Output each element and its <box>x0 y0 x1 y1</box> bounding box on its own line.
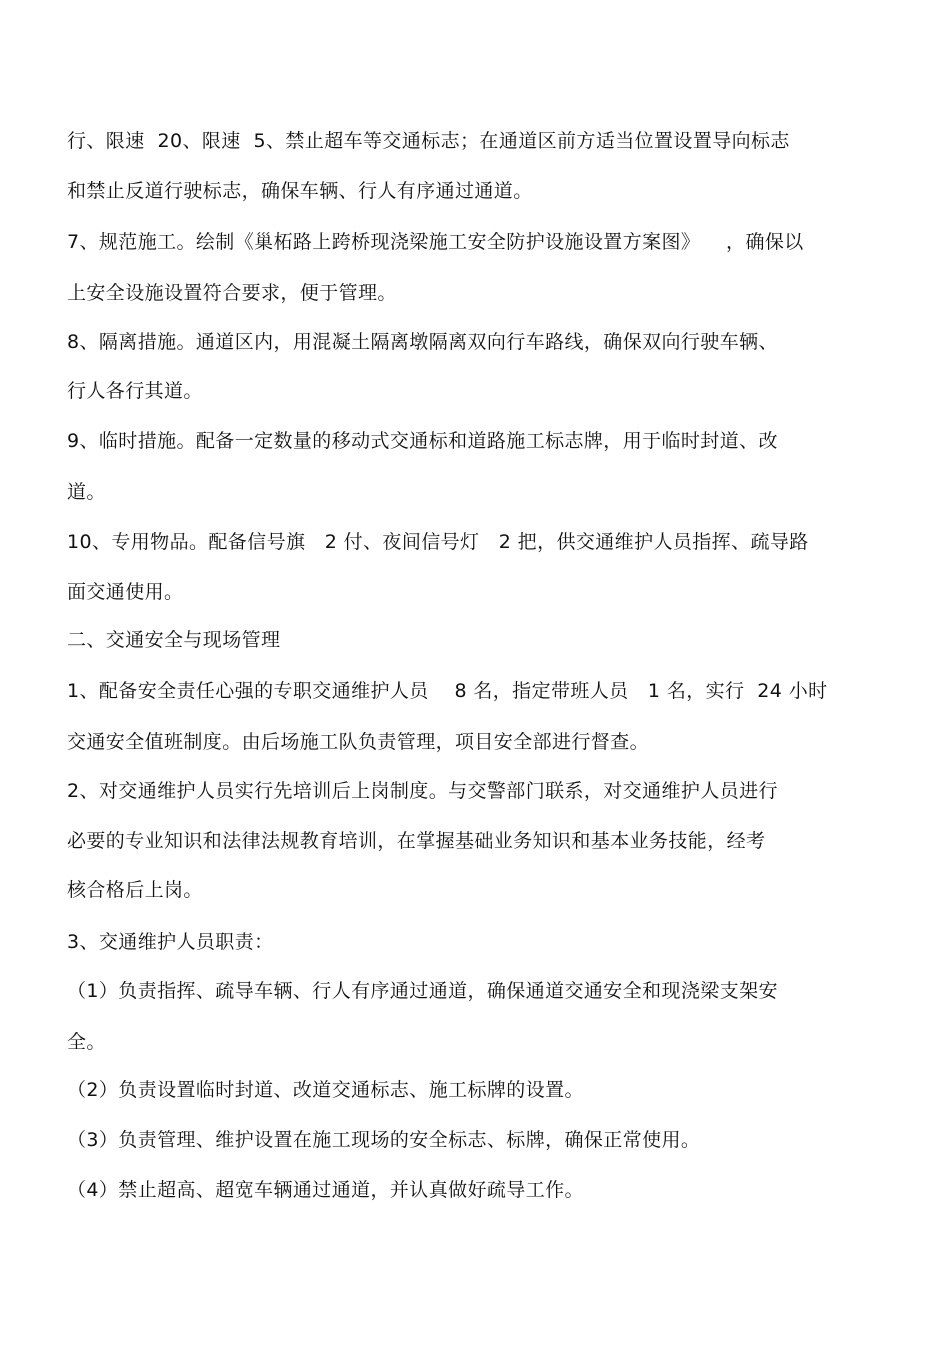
section-heading: 二、交通安全与现场管理 <box>67 629 281 651</box>
text-line: 2、对交通维护人员实行先培训后上岗制度。与交警部门联系，对交通维护人员进行 <box>67 780 778 802</box>
text-line: 行、限速 20、限速 5、禁止超车等交通标志；在通道区前方适当位置设置导向标志 <box>67 130 790 152</box>
text-line: 面交通使用。 <box>67 581 184 603</box>
text-line: 1、配备安全责任心强的专职交通维护人员 8 名，指定带班人员 1 名，实行 24 小时 <box>67 680 828 702</box>
text-line: 上安全设施设置符合要求，便于管理。 <box>67 282 397 304</box>
text-line: 交通安全值班制度。由后场施工队负责管理，项目安全部进行督查。 <box>67 731 650 753</box>
text-line: 9、临时措施。配备一定数量的移动式交通标和道路施工标志牌，用于临时封道、改 <box>67 430 778 452</box>
text-line: 10、专用物品。配备信号旗 2 付、夜间信号灯 2 把，供交通维护人员指挥、疏导路 <box>67 531 809 553</box>
text-line: 3、交通维护人员职责： <box>67 931 274 953</box>
text-line: （4）禁止超高、超宽车辆通过通道，并认真做好疏导工作。 <box>67 1179 584 1201</box>
text-line: 和禁止反道行驶标志，确保车辆、行人有序通过通道。 <box>67 180 533 202</box>
text-line: 8、隔离措施。通道区内，用混凝土隔离墩隔离双向行车路线，确保双向行驶车辆、 <box>67 331 778 353</box>
text-line: 必要的专业知识和法律法规教育培训，在掌握基础业务知识和基本业务技能，经考 <box>67 830 766 852</box>
text-line: （1）负责指挥、疏导车辆、行人有序通过通道，确保通道交通安全和现浇梁支架安 <box>67 980 778 1002</box>
text-line: 7、规范施工。绘制《巢柘路上跨桥现浇梁施工安全防护设施设置方案图》 ，确保以 <box>67 231 804 253</box>
text-line: 道。 <box>67 481 106 503</box>
text-line: 行人各行其道。 <box>67 380 203 402</box>
text-line: 全。 <box>67 1031 106 1053</box>
text-line: （2）负责设置临时封道、改道交通标志、施工标牌的设置。 <box>67 1079 584 1101</box>
text-line: （3）负责管理、维护设置在施工现场的安全标志、标牌，确保正常使用。 <box>67 1129 701 1151</box>
text-line: 核合格后上岗。 <box>67 879 203 901</box>
